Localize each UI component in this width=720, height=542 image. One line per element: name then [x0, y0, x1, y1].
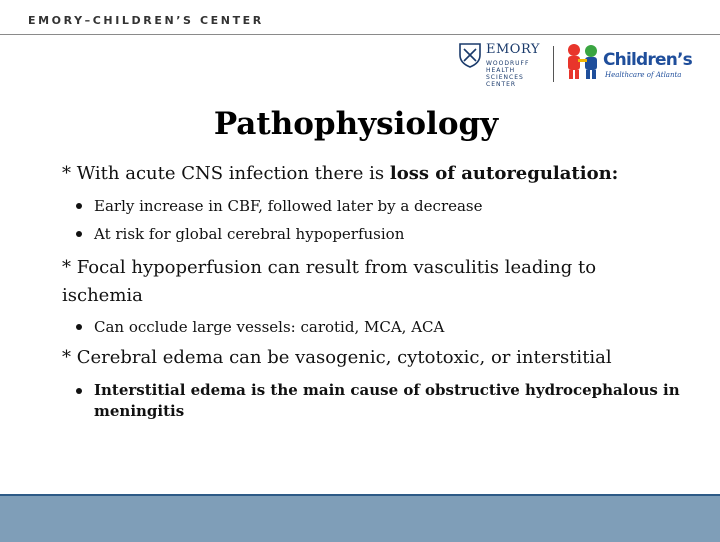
slide-title: Pathophysiology: [213, 106, 499, 142]
sub-point-cbf: Early increase in CBF, followed later by a decrease: [94, 197, 483, 215]
emory-subtitle: WOODRUFF HEALTH SCIENCES CENTER: [486, 60, 530, 88]
bullet-dot: [76, 231, 82, 237]
header-org-name: EMORY–CHILDREN’S CENTER: [28, 14, 264, 27]
emory-wordmark: EMORY: [486, 42, 540, 57]
childrens-kids-icon: [563, 42, 603, 80]
bullet-dot: [76, 388, 82, 394]
point-cerebral-edema: * Cerebral edema can be vasogenic, cytotoxic, or interstitial: [62, 347, 612, 368]
sub-point-occlude-vessels: Can occlude large vessels: carotid, MCA, ACA: [94, 318, 445, 336]
point-autoregulation: * With acute CNS infection there is loss of autoregulation:: [62, 163, 619, 184]
logo-divider: [553, 46, 554, 82]
footer-bar: [0, 494, 720, 542]
bullet-dot: [76, 324, 82, 330]
childrens-subtitle: Healthcare of Atlanta: [605, 71, 682, 79]
sub-point-interstitial-edema: Interstitial edema is the main cause of obstructive hydrocephalous in: [94, 381, 680, 399]
childrens-wordmark: Children’s: [603, 50, 692, 70]
emory-logo: [458, 40, 558, 92]
sub-point-interstitial-edema-cont: meningitis: [94, 402, 185, 420]
childrens-logo: [563, 42, 693, 82]
point-focal-hypoperfusion-cont: ischemia: [62, 285, 143, 306]
emory-shield-icon: [458, 42, 482, 68]
sub-point-global-hypoperfusion: At risk for global cerebral hypoperfusion: [94, 225, 405, 243]
point-focal-hypoperfusion: * Focal hypoperfusion can result from vasculitis leading to: [62, 257, 597, 278]
bullet-dot: [76, 203, 82, 209]
header-divider: [0, 34, 720, 35]
